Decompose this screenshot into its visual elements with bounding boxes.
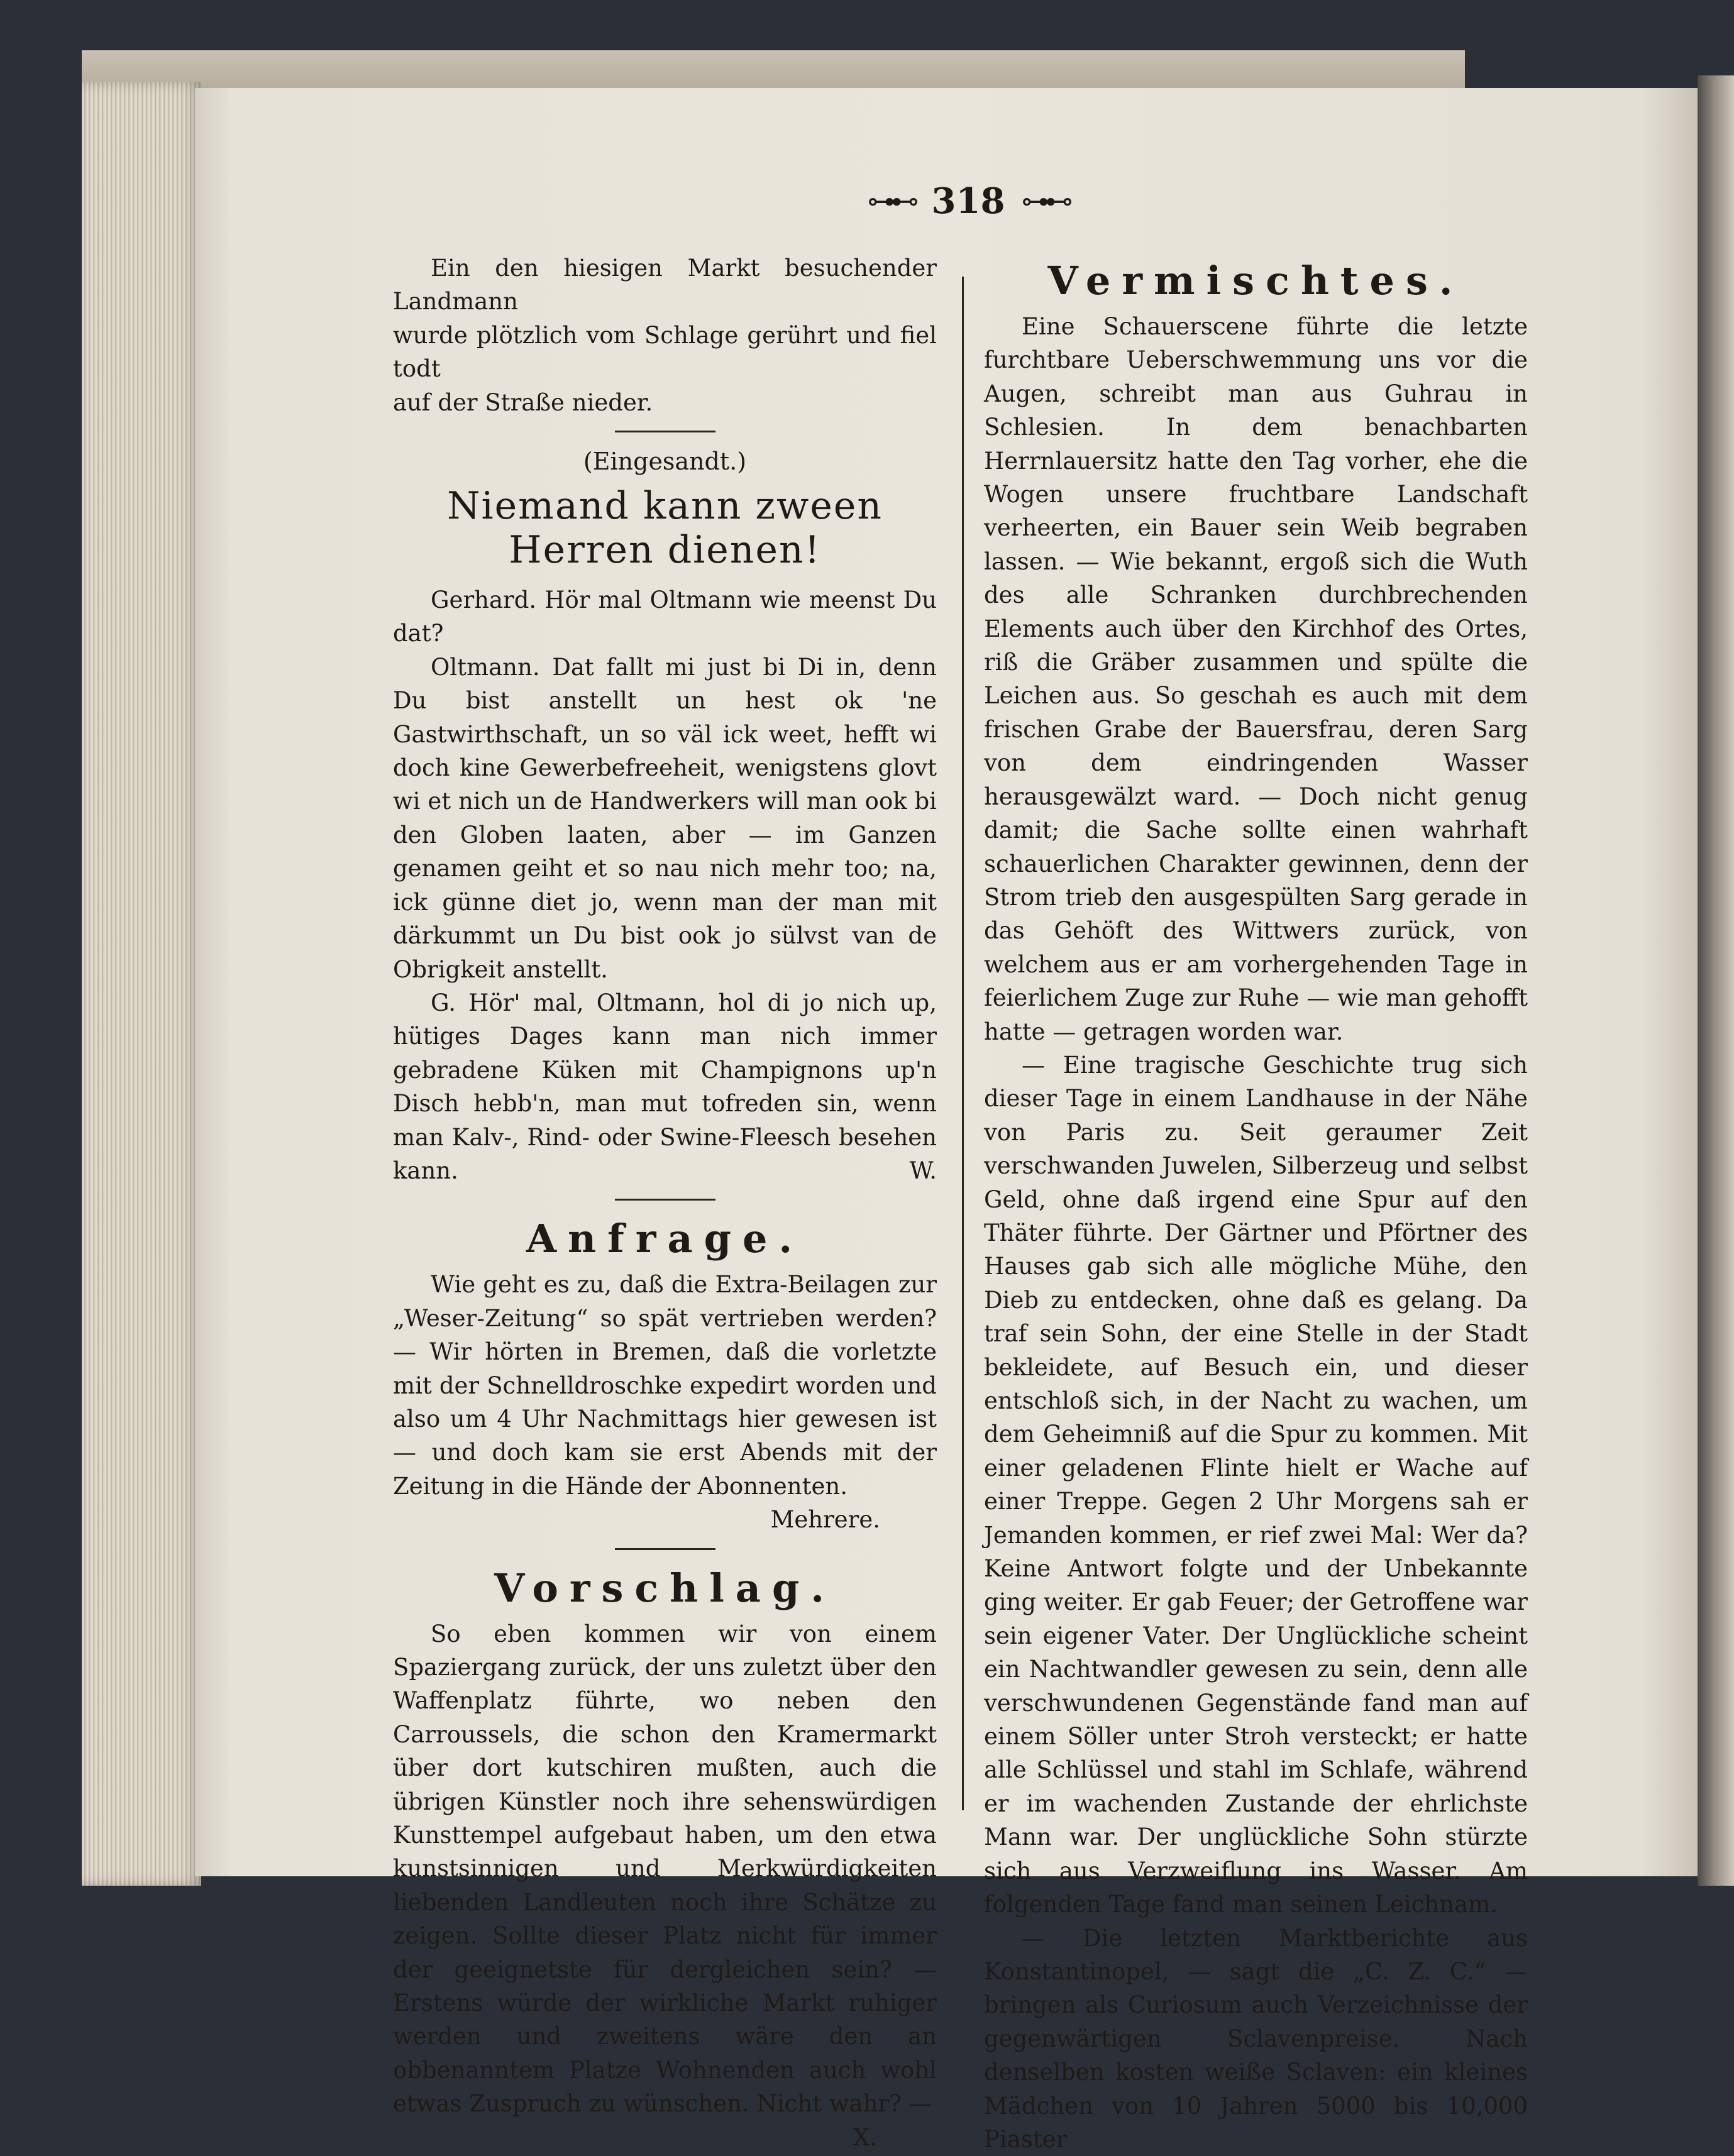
section-rule	[615, 431, 715, 432]
page-header	[849, 176, 1088, 226]
binding-gutter	[1698, 75, 1734, 1886]
intro-line: wurde plötzlich vom Schlage gerührt und fiel todt	[393, 319, 937, 386]
page-number: 318	[932, 180, 1005, 222]
dialog-title: Niemand kann zween Herren dienen!	[393, 484, 937, 572]
anfrage-text: Wie geht es zu, daß die Extra-Beilagen zur „Weser-Zeitung“ so spät vertrieben werden? — Wir hörten in Bremen, daß die vorletzte mit der Schnelldroschke expedirt worden und also um 4 Uhr Nachmittags hier gewesen ist — und doch kam sie erst Abends mit der Zeitung in die Hände der Abonnenten.	[393, 1268, 937, 1503]
eingesandt-label: (Eingesandt.)	[393, 448, 937, 475]
ornament-right-icon: ⊶⊷	[1021, 185, 1069, 217]
anfrage-signature: Mehrere.	[393, 1503, 937, 1536]
intro-line: auf der Straße nieder.	[393, 386, 937, 419]
left-column	[393, 251, 937, 2154]
vermischtes-title: Vermischtes.	[984, 258, 1528, 304]
right-column	[984, 251, 1528, 2156]
vorschlag-signature: X.	[393, 2121, 937, 2154]
section-rule	[615, 1199, 715, 1201]
dialog-text: G. Hör' mal, Oltmann, hol di jo nich up, hütiges Dages kann man nich immer gebradene Küken mit Champignons up'n Disch hebb'n, man mut tofreden sin, wenn man Kalv-, Rind- oder Swine-Fleesch besehen kann.	[393, 989, 937, 1184]
column-divider	[962, 277, 964, 1810]
news-paragraph: — Die letzten Marktberichte aus Konstantinopel, — sagt die „C. Z. C.“ — bringen als Curiosum auch Verzeichnisse der gegenwärtigen Sclavenpreise. Nach denselben kosten weiße Sclaven: ein kleines Mädchen von 10 Jahren 5000 bis 10,000 Piaster	[984, 1922, 1528, 2156]
news-paragraph: Eine Schauerscene führte die letzte furchtbare Ueberschwemmung uns vor die Augen, schreibt man aus Guhrau in Schlesien. In dem benachbarten Herrnlauersitz hatte den Tag vorher, ehe die Wogen unsere fruchtbare Landschaft verheerten, ein Bauer sein Weib begraben lassen. — Wie bekannt, ergoß sich die Wuth des alle Schranken durchbrechenden Elements auch über den Kirchhof des Ortes, riß die Gräber zusammen und spülte die Leichen aus. So geschah es auch mit dem frischen Grabe der Bauersfrau, deren Sarg von dem eindringenden Wasser herausgewälzt ward. — Doch nicht genug damit; die Sache sollte einen wahrhaft schauerlichen Charakter gewinnen, denn der Strom trieb den ausgespülten Sarg gerade in das Gehöft des Wittwers zurück, von welchem aus er am vorhergehenden Tage in feierlichem Zuge zur Ruhe — wie man gehofft hatte — getragen worden war.	[984, 310, 1528, 1048]
section-rule	[615, 1548, 715, 1550]
vorschlag-title: Vorschlag.	[393, 1565, 937, 1611]
dialog-paragraph	[393, 986, 937, 1187]
page-edges	[82, 82, 201, 1886]
dialog-signature: W.	[872, 1154, 937, 1187]
anfrage-title: Anfrage.	[393, 1216, 937, 1262]
dialog-paragraph: Oltmann. Dat fallt mi just bi Di in, denn Du bist anstellt un hest ok 'ne Gastwirthschaft, un so väl ick weet, hefft wi doch kine Gewerbefreeheit, wenigstens glovt wi et nich un de Handwerkers will man ook bi den Globen laaten, aber — im Ganzen genamen geiht et so nau nich mehr too; na, ick günne diet jo, wenn man der man mit därkummt un Du bist ook jo sülvst van de Obrigkeit anstellt.	[393, 651, 937, 986]
ornament-left-icon: ⊶⊷	[868, 185, 915, 217]
news-paragraph: — Eine tragische Geschichte trug sich dieser Tage in einem Landhause in der Nähe von Paris zu. Seit geraumer Zeit verschwanden Juwelen, Silberzeug und selbst Geld, ohne daß irgend eine Spur auf den Thäter führte. Der Gärtner und Pförtner des Hauses gab sich alle mögliche Mühe, den Dieb zu entdecken, ohne daß es gelang. Da traf sein Sohn, der eine Stelle in der Stadt bekleidete, auf Besuch ein, und dieser entschloß sich, in der Nacht zu wachen, um dem Geheimniß auf die Spur zu kommen. Mit einer geladenen Flinte hielt er Wache auf einer Treppe. Gegen 2 Uhr Morgens sah er Jemanden kommen, er rief zwei Mal: Wer da? Keine Antwort folgte und der Unbekannte ging weiter. Er gab Feuer; der Getroffene war sein eigener Vater. Der Unglückliche scheint ein Nachtwandler gewesen zu sein, denn alle verschwundenen Gegenstände fand man auf einem Söller unter Stroh versteckt; er hatte alle Schlüssel und stahl im Schlafe, während er im wachenden Zustande der ehrlichste Mann war. Der unglückliche Sohn stürzte sich aus Verzweiflung ins Wasser. Am folgenden Tage fand man seinen Leichnam.	[984, 1048, 1528, 1922]
vorschlag-text: So eben kommen wir von einem Spaziergang zurück, der uns zuletzt über den Waffenplatz führte, wo neben den Carroussels, die schon den Kramermarkt über dort kutschiren mußten, auch die übrigen Künstler noch ihre sehenswürdigen Kunsttempel aufgebaut haben, um den etwa kunstsinnigen und Merkwürdigkeiten liebenden Landleuten noch ihre Schätze zu zeigen. Sollte dieser Platz nicht für immer der geeignetste für dergleichen sein? — Erstens würde der wirkliche Markt ruhiger werden und zweitens wäre den an obbenanntem Platze Wohnenden auch wohl etwas Zuspruch zu wünschen. Nicht wahr? —	[393, 1617, 937, 2121]
dialog-paragraph: Gerhard. Hör mal Oltmann wie meenst Du dat?	[393, 583, 937, 651]
intro-line: Ein den hiesigen Markt besuchender Landmann	[393, 251, 937, 319]
